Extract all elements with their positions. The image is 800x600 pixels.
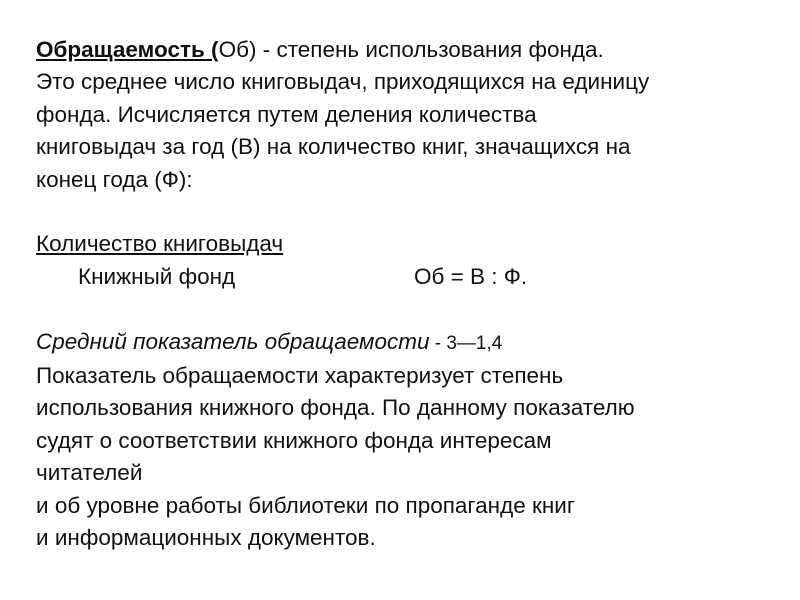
definition-line: фонда. Исчисляется путем деления количества <box>36 101 537 127</box>
slide-content <box>36 34 776 554</box>
description-line: использования книжного фонда. По данному показателю <box>36 395 635 421</box>
description-line: читателей <box>36 460 143 486</box>
formula-row <box>36 261 776 293</box>
description-line: Показатель обращаемости характеризует степень <box>36 363 564 389</box>
description-line: и информационных документов. <box>36 525 376 551</box>
definition-line: книговыдач за год (В) на количество книг, значащихся на <box>36 134 631 160</box>
definition-first-line <box>36 34 776 66</box>
formula-numerator: Количество книговыдач <box>36 231 284 257</box>
spacer <box>36 293 776 325</box>
definition-line: конец года (Ф): <box>36 166 193 192</box>
description-line: судят о соответствии книжного фонда интересам <box>36 427 552 453</box>
formula-expression: Об = В : Ф. <box>414 263 528 289</box>
average-line <box>36 326 776 360</box>
definition-line: Это среднее число книговыдач, приходящихся на единицу <box>36 69 650 95</box>
formula-denominator: Книжный фонд <box>78 263 236 289</box>
description-line: и об уровне работы библиотеки по пропаганде книг <box>36 492 576 518</box>
average-label: Средний показатель обращаемости <box>36 328 430 354</box>
term-title: Обращаемость ( <box>36 37 219 62</box>
spacer <box>36 196 776 228</box>
average-value: - 3—1,4 <box>429 332 503 354</box>
term-definition: Об) - степень использования фонда. <box>218 37 604 62</box>
